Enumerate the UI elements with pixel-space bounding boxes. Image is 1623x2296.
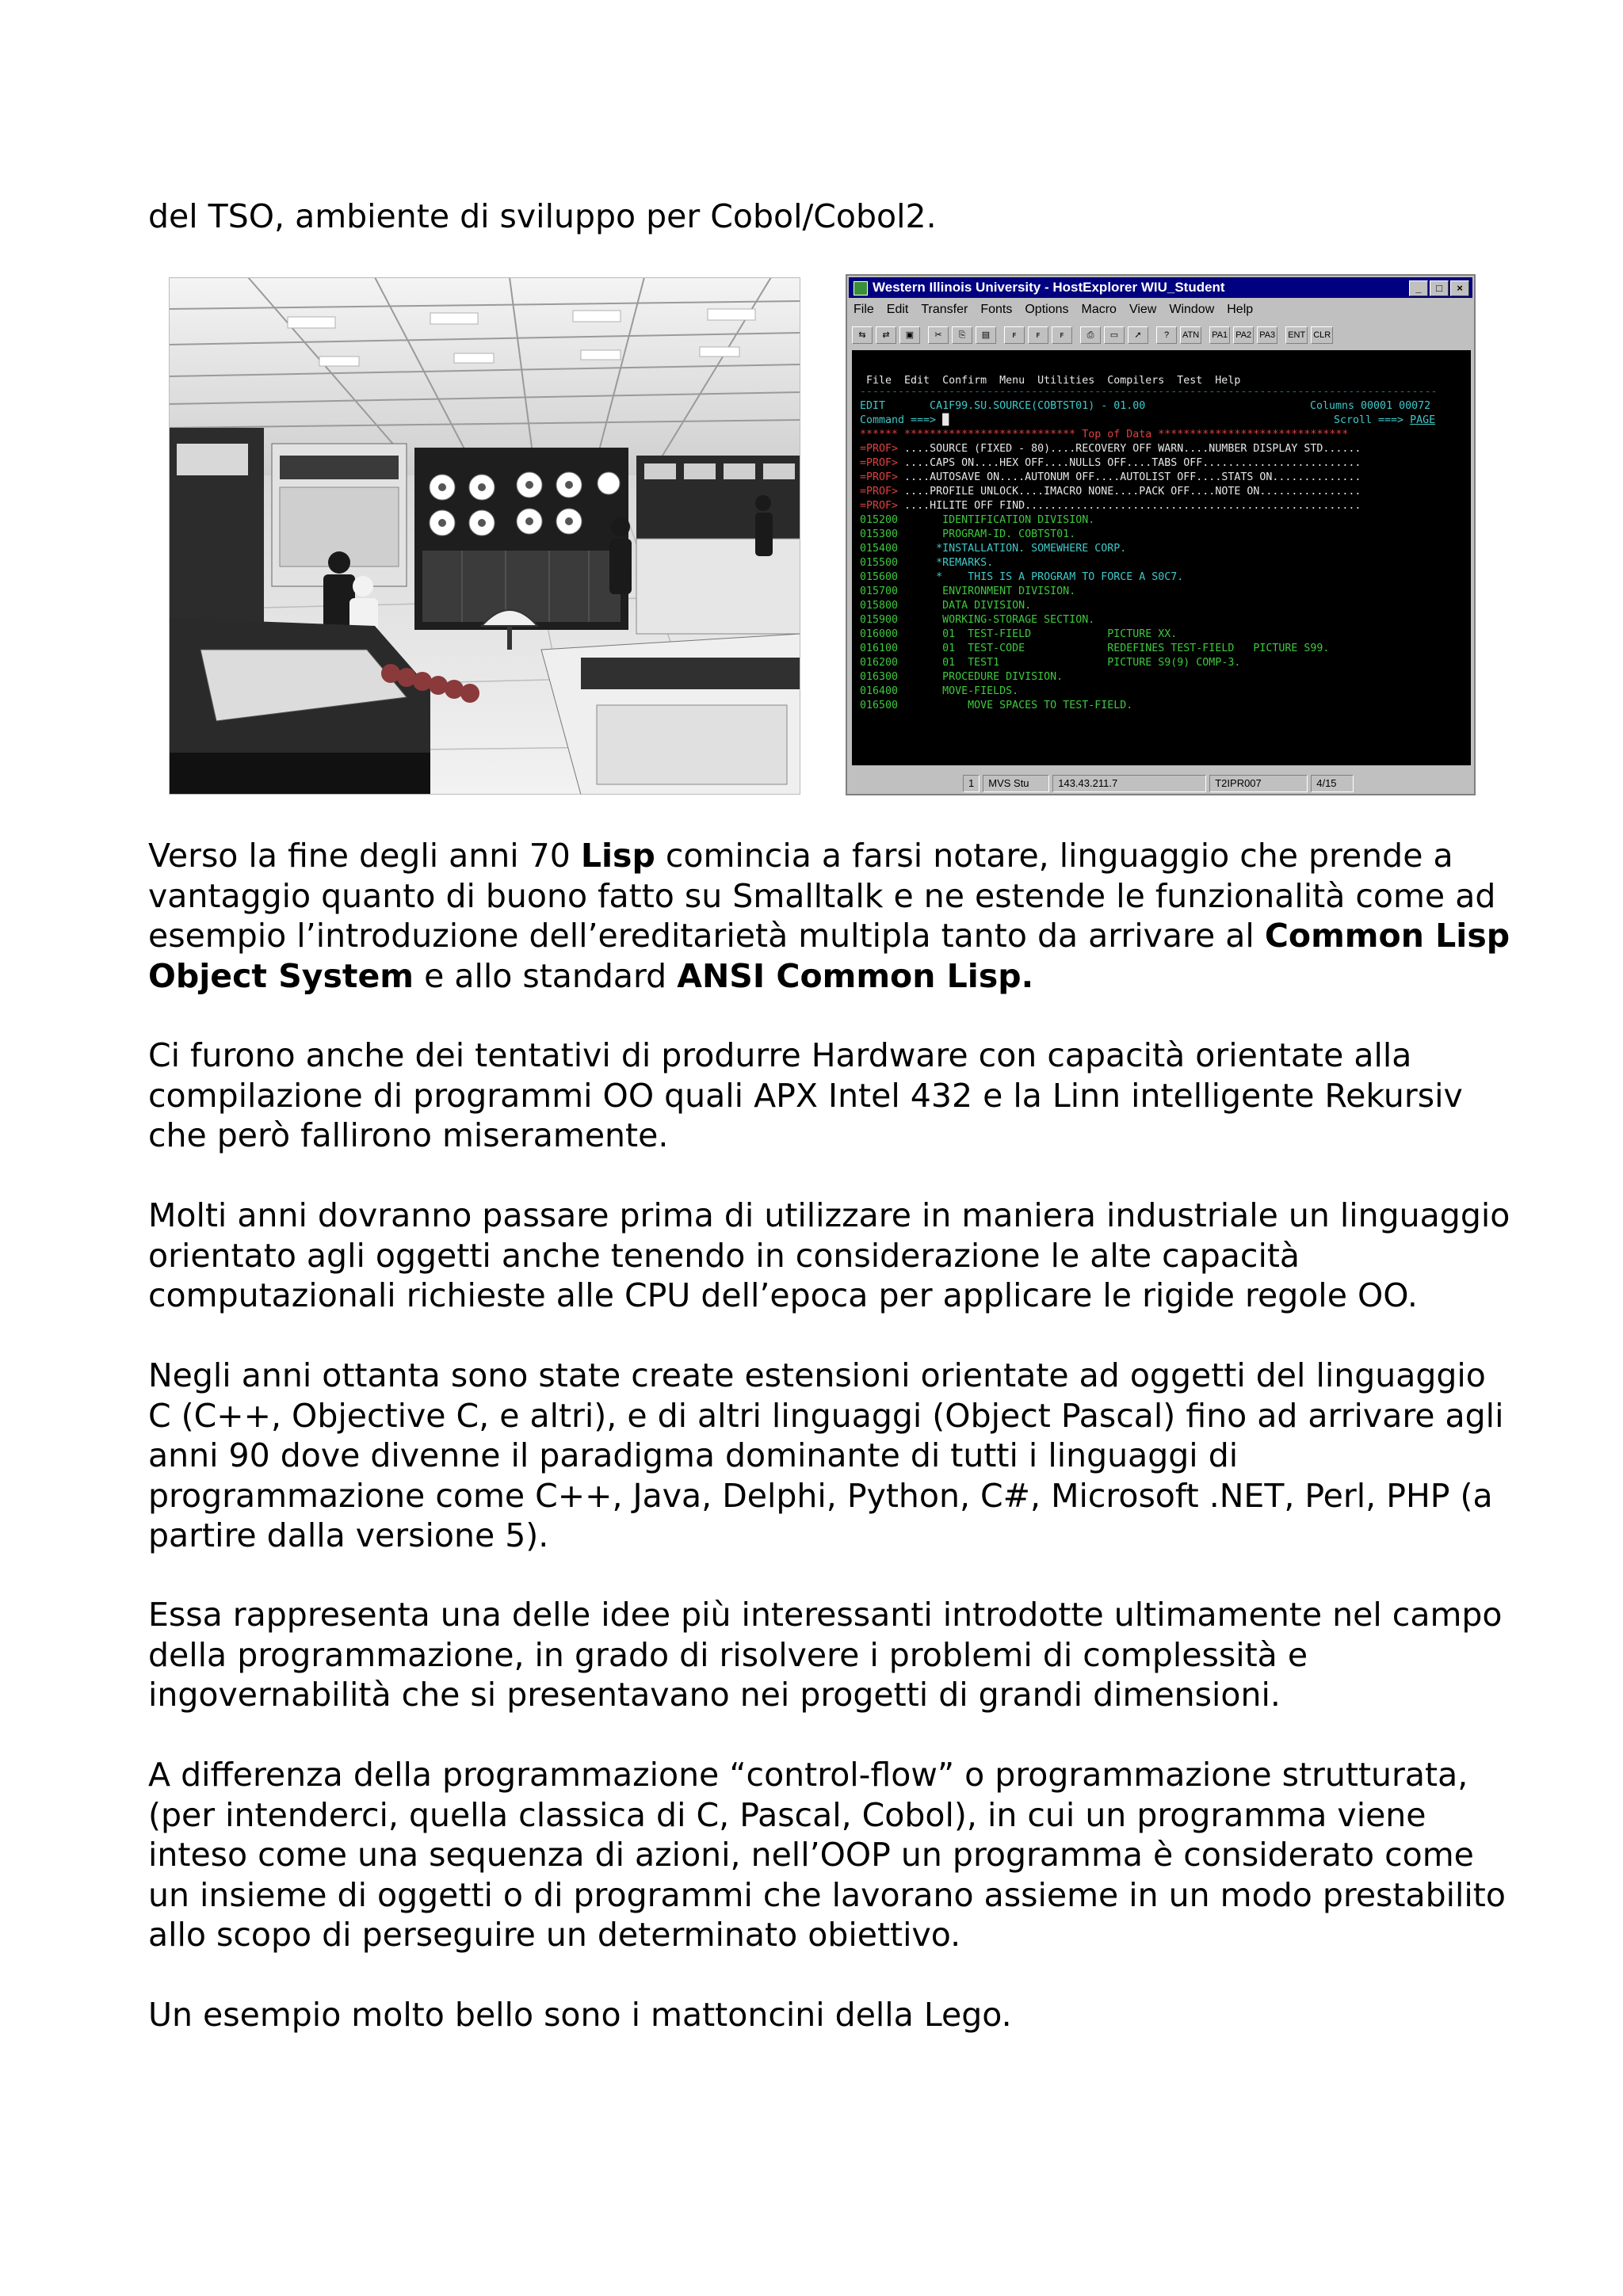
scroll-value[interactable]: PAGE — [1410, 414, 1436, 426]
ispf-menu-line: File Edit Confirm Menu Utilities Compilers Test Help — [860, 375, 1241, 387]
key-pa1[interactable]: PA1 — [1209, 326, 1230, 344]
line-number: 015600 — [860, 571, 899, 583]
prof-tag: =PROF> — [860, 457, 899, 469]
code-text: *REMARKS. — [898, 557, 994, 569]
code-text: MOVE-FIELDS. — [898, 685, 1019, 697]
app-icon — [854, 281, 868, 296]
command-line — [860, 414, 949, 428]
code-line[interactable] — [860, 599, 1031, 613]
code-text: WORKING-STORAGE SECTION. — [898, 614, 1095, 626]
key-atn[interactable]: ATN — [1180, 326, 1201, 344]
save-icon[interactable]: ▣ — [899, 326, 920, 344]
line-number: 016300 — [860, 671, 899, 683]
menu-help[interactable]: Help — [1227, 303, 1254, 316]
code-text: 01 TEST1 PICTURE S9(9) COMP-3. — [898, 657, 1241, 669]
line-number: 015700 — [860, 585, 899, 597]
code-line[interactable] — [860, 685, 1018, 699]
disconnect-icon[interactable]: ⇄ — [876, 326, 896, 344]
code-text: *INSTALLATION. SOMEWHERE CORP. — [898, 543, 1127, 555]
status-bar — [852, 775, 1469, 792]
paragraph-hardware: Ci furono anche dei tentativi di produrre Hardware con capacità orientate alla compilazione di programmi OO quali APX Intel 432 e la Linn intelligente Rekursiv che però fallirono miseramente. — [148, 1036, 1463, 1154]
code-text: IDENTIFICATION DIVISION. — [898, 514, 1095, 526]
code-text: 01 TEST-CODE REDEFINES TEST-FIELD PICTURE S99. — [898, 643, 1330, 654]
code-line[interactable] — [860, 699, 1132, 713]
line-number: 015800 — [860, 600, 899, 612]
code-text: ENVIRONMENT DIVISION. — [898, 585, 1076, 597]
code-line[interactable] — [860, 528, 1075, 542]
line-number: 015500 — [860, 557, 899, 569]
prof-text: ....SOURCE (FIXED - 80)....RECOVERY OFF WARN....NUMBER DISPLAY STD...... — [898, 443, 1361, 455]
terminal-screen[interactable] — [852, 350, 1471, 765]
key-pa3[interactable]: PA3 — [1257, 326, 1277, 344]
key-pa2[interactable]: PA2 — [1233, 326, 1254, 344]
status-session: 1 — [963, 775, 980, 792]
prof-text: ....CAPS ON....HEX OFF....NULLS OFF....TABS OFF......................... — [898, 457, 1361, 469]
font-icon[interactable]: ꜰ — [1004, 326, 1025, 344]
menu-fonts[interactable]: Fonts — [980, 303, 1013, 316]
line-number: 016500 — [860, 700, 899, 711]
status-cursor-pos: 4/15 — [1311, 775, 1354, 792]
mainframe-room-photo — [169, 277, 800, 795]
line-number: 015900 — [860, 614, 899, 626]
scroll-label: Scroll ===> — [1334, 414, 1404, 426]
text-run: comincia a farsi notare, linguaggio che prende a vantaggio quanto di buono fatto su Smalltalk e ne estende le funzionalità come ad esempio l’introduzione dell’ereditarietà multipla tanto da arrivare al — [148, 837, 1496, 955]
prof-line-3 — [860, 471, 1361, 485]
cursor: █ — [942, 414, 949, 426]
scroll-line — [1334, 414, 1435, 428]
status-ip: 143.43.211.7 — [1052, 775, 1206, 792]
prof-text: ....PROFILE UNLOCK....IMACRO NONE....PACK OFF....NOTE ON................ — [898, 486, 1361, 498]
code-text: 01 TEST-FIELD PICTURE XX. — [898, 628, 1178, 640]
menu-window[interactable]: Window — [1169, 303, 1215, 316]
prof-text: ....AUTOSAVE ON....AUTONUM OFF....AUTOLIST OFF....STATS ON.............. — [898, 471, 1361, 483]
minimize-icon[interactable]: _ — [1409, 280, 1428, 296]
paragraph-eighties: Negli anni ottanta sono state create estensioni orientate ad oggetti del linguaggio C (C++, Objective C, e altri), e di altri linguaggi (Object Pascal) fino ad arrivare agli anni 90 dove divenne il paradigma dominante di tutti i linguaggi di programmazione come C++, Java, Delphi, Python, C#, Microsoft .NET, Perl, PHP (a partire dalla versione 5). — [148, 1356, 1504, 1554]
menu-options[interactable]: Options — [1025, 303, 1069, 316]
top-of-data: ****** *************************** Top of Data ****************************** — [860, 429, 1349, 441]
prof-tag: =PROF> — [860, 486, 899, 498]
open-icon[interactable]: ▭ — [1104, 326, 1125, 344]
key-clr[interactable]: CLR — [1311, 326, 1333, 344]
code-line[interactable] — [860, 570, 1183, 585]
font-smaller-icon[interactable]: ꜰ — [1052, 326, 1072, 344]
menu-transfer[interactable]: Transfer — [921, 303, 968, 316]
code-text: * THIS IS A PROGRAM TO FORCE A S0C7. — [898, 571, 1184, 583]
status-lu: T2IPR007 — [1209, 775, 1308, 792]
code-text: DATA DIVISION. — [898, 600, 1032, 612]
command-label: Command ===> — [860, 414, 937, 426]
menu-bar — [854, 303, 1253, 317]
code-line[interactable] — [860, 542, 1126, 556]
menu-macro[interactable]: Macro — [1081, 303, 1117, 316]
line-number: 015200 — [860, 514, 899, 526]
code-text: MOVE SPACES TO TEST-FIELD. — [898, 700, 1133, 711]
paste-icon[interactable]: ▤ — [976, 326, 996, 344]
prof-line-5 — [860, 499, 1361, 513]
font-larger-icon[interactable]: ꜰ — [1028, 326, 1048, 344]
code-line[interactable] — [860, 585, 1075, 599]
code-line[interactable] — [860, 513, 1094, 528]
menu-view[interactable]: View — [1128, 303, 1157, 316]
cut-icon[interactable]: ✂ — [928, 326, 949, 344]
code-line[interactable] — [860, 613, 1094, 627]
code-text: PROCEDURE DIVISION. — [898, 671, 1064, 683]
ispf-rule: ------------------------------------------------------------------------------------------- — [860, 386, 1438, 398]
close-icon[interactable]: × — [1450, 280, 1469, 296]
copy-icon[interactable]: ⎘ — [952, 326, 972, 344]
menu-file[interactable]: File — [854, 303, 874, 316]
line-number: 016000 — [860, 628, 899, 640]
prof-line-2 — [860, 456, 1361, 471]
window-titlebar — [849, 277, 1472, 298]
bold-term-lisp: Lisp — [580, 837, 655, 875]
code-text: PROGRAM-ID. COBTST01. — [898, 528, 1076, 540]
send-icon[interactable]: ➚ — [1128, 326, 1148, 344]
code-line[interactable] — [860, 656, 1240, 670]
paragraph-lego: Un esempio molto bello sono i mattoncini della Lego. — [148, 1996, 1012, 2034]
window-title: Western Illinois University - HostExplorer WIU_Student — [873, 280, 1225, 295]
maximize-icon[interactable]: □ — [1430, 280, 1449, 296]
prof-line-4 — [860, 485, 1361, 499]
line-number: 016200 — [860, 657, 899, 669]
line-number: 016400 — [860, 685, 899, 697]
help-icon[interactable]: ? — [1156, 326, 1177, 344]
paragraph-control-flow: A differenza della programmazione “control-flow” o programmazione strutturata, (per intenderci, quella classica di C, Pascal, Cobol), in cui un programma viene inteso come una sequenza di azioni, nell’OOP un programma è considerato come un insieme di oggetti o di programmi che lavorano assieme in un modo prestabilito allo scopo di perseguire un determinato obiettivo. — [148, 1756, 1506, 1954]
bold-term-ansi: ANSI Common Lisp. — [677, 956, 1034, 995]
paragraph-cpu: Molti anni dovranno passare prima di utilizzare in maniera industriale un linguaggio orientato agli oggetti anche tenendo in considerazione le alte capacità computazionali richieste alle CPU dell’epoca per applicare le rigide regole OO. — [148, 1196, 1510, 1314]
key-ent[interactable]: ENT — [1285, 326, 1308, 344]
paragraph-lisp — [148, 836, 1511, 996]
text-run: Verso la fine degli anni 70 — [148, 837, 581, 875]
line-number: 015400 — [860, 543, 899, 555]
terminal-screenshot — [846, 274, 1476, 795]
prof-tag: =PROF> — [860, 500, 899, 512]
prof-tag: =PROF> — [860, 443, 899, 455]
code-line[interactable] — [860, 627, 1177, 642]
code-line[interactable] — [860, 670, 1063, 685]
toolbar — [852, 325, 1469, 345]
intro-line: del TSO, ambiente di sviluppo per Cobol/Cobol2. — [148, 197, 937, 235]
text-run: e allo standard — [414, 956, 678, 995]
prof-tag: =PROF> — [860, 471, 899, 483]
edit-line: EDIT CA1F99.SU.SOURCE(COBTST01) - 01.00 — [860, 400, 1146, 412]
menu-edit[interactable]: Edit — [886, 303, 909, 316]
print-icon[interactable]: ⎙ — [1080, 326, 1101, 344]
prof-text: ....HILITE OFF FIND..................................................... — [898, 500, 1361, 512]
connect-icon[interactable]: ⇆ — [852, 326, 873, 344]
line-number: 015300 — [860, 528, 899, 540]
bold-term-clos: Common Lisp Object System — [148, 917, 1510, 995]
paragraph-ideas: Essa rappresenta una delle idee più interessanti introdotte ultimamente nel campo della programmazione, in grado di risolvere i problemi di complessità e ingovernabilità che si presentavano nei progetti di grandi dimensioni. — [148, 1596, 1503, 1714]
code-line[interactable] — [860, 556, 993, 570]
status-host-type: MVS Stu — [983, 775, 1049, 792]
columns-indicator: Columns 00001 00072 — [1310, 400, 1431, 412]
line-number: 016100 — [860, 643, 899, 654]
code-line[interactable] — [860, 642, 1329, 656]
prof-line-1 — [860, 442, 1361, 456]
